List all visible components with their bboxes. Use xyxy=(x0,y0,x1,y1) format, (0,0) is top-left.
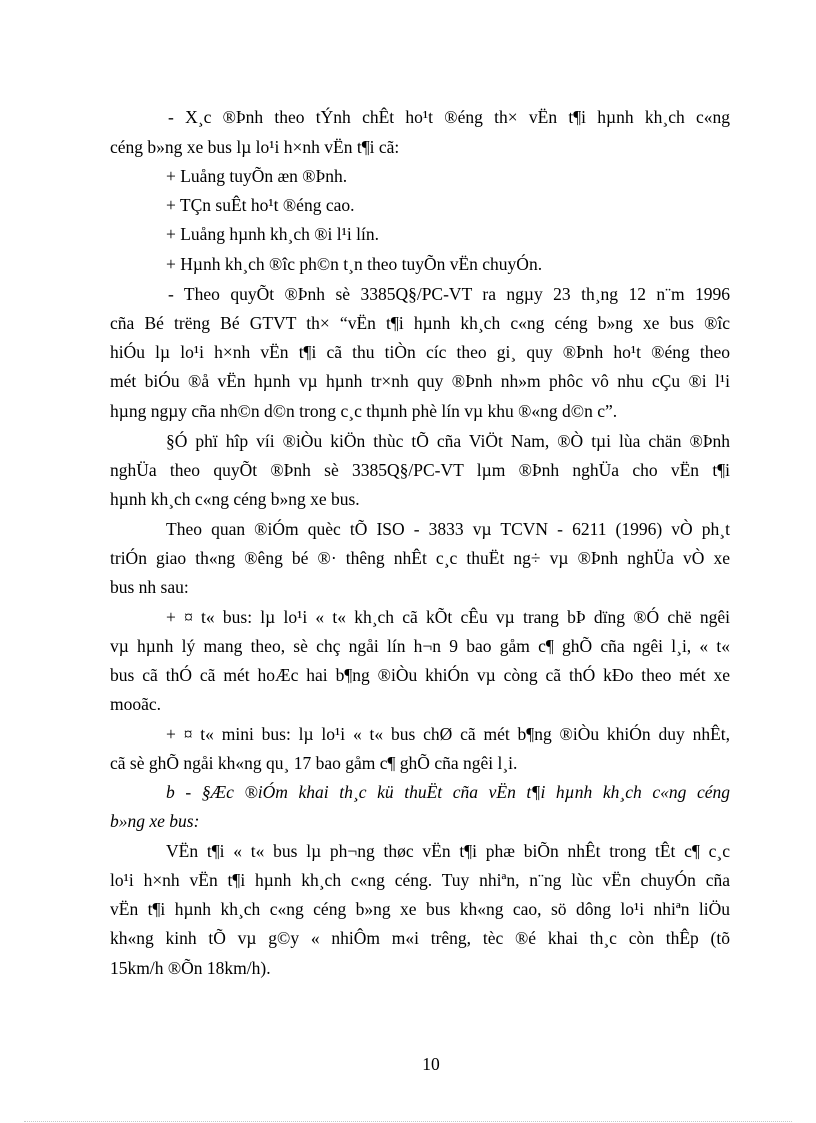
text-line: VËn t¶i « t« bus lµ ph¬ng thøc vËn t¶i phæ biÕn nhÊt trong tÊt c¶ c¸c xyxy=(166,841,730,861)
text-line: cña Bé trëng Bé GTVT th× “vËn t¶i hµnh kh¸ch c«ng céng b»ng xe bus ®îc xyxy=(110,313,730,333)
text-line: - Theo quyÕt ®Þnh sè 3385Q§/PC-VT ra ngµy 23 th¸ng 12 n¨m 1996 xyxy=(168,284,730,304)
section-heading: b»ng xe bus: xyxy=(110,811,200,831)
text-line: vµ hµnh lý mang theo, sè chç ngåi lín h¬n 9 bao gåm c¶ ghÕ cña ngêi l¸i, « t« xyxy=(110,636,730,656)
text-line: triÓn giao th«ng ®êng bé ®· thêng nhÊt c¸c thuËt ng÷ vµ ®Þnh nghÜa vÒ xe xyxy=(110,548,730,568)
text-line: kh«ng kinh tÕ vµ g©y « nhiÔm m«i trêng, tèc ®é khai th¸c còn thÊp (tõ xyxy=(110,928,730,948)
text-line: hiÓu lµ lo¹i h×nh vËn t¶i cã thu tiÒn cíc theo gi¸ quy ®Þnh ho¹t ®éng theo xyxy=(110,342,730,362)
text-line: hµnh kh¸ch c«ng céng b»ng xe bus. xyxy=(110,489,360,509)
footer-divider xyxy=(24,1121,792,1122)
text-line: Theo quan ®iÓm quèc tÕ ISO - 3833 vµ TCVN - 6211 (1996) vÒ ph¸t xyxy=(166,519,730,539)
text-line: + ¤ t« mini bus: lµ lo¹i « t« bus chØ cã mét b¶ng ®iÒu khiÓn duy nhÊt, xyxy=(166,724,730,744)
text-line: bus cã thÓ cã mét hoÆc hai b¶ng ®iÒu khiÓn vµ còng cã thÓ kÐo theo mét xe xyxy=(110,665,730,685)
text-line: cã sè ghÕ ngåi kh«ng qu¸ 17 bao gåm c¶ ghÕ cña ngêi l¸i. xyxy=(110,753,518,773)
section-heading: b - §Æc ®iÓm khai th¸c kü thuËt cña vËn t¶i hµnh kh¸ch c«ng céng xyxy=(166,782,730,802)
text-line: + ¤ t« bus: lµ lo¹i « t« kh¸ch cã kÕt cÊu vµ trang bÞ dïng ®Ó chë ngêi xyxy=(166,607,730,627)
text-line: + Luång hµnh kh¸ch ®i l¹i lín. xyxy=(166,224,379,244)
text-line: §Ó phï hîp víi ®iÒu kiÖn thùc tÕ cña ViÖt Nam, ®Ò tµi lùa chän ®Þnh xyxy=(166,431,730,451)
text-line: 15km/h ®Õn 18km/h). xyxy=(110,958,271,978)
text-line: céng b»ng xe bus lµ lo¹i h×nh vËn t¶i cã: xyxy=(110,137,400,157)
text-line: + Hµnh kh¸ch ®îc ph©n t¸n theo tuyÕn vËn chuyÓn. xyxy=(166,254,543,274)
text-line: mét biÓu ®å vËn hµnh vµ hµnh tr×nh quy ®Þnh nh»m phôc vô nhu cÇu ®i l¹i xyxy=(110,371,730,391)
text-line: mooãc. xyxy=(110,694,162,714)
text-line: nghÜa theo quyÕt ®Þnh sè 3385Q§/PC-VT lµm ®Þnh nghÜa cho vËn t¶i xyxy=(110,460,730,480)
text-line: hµng ngµy cña nh©n d©n trong c¸c thµnh phè lín vµ khu ®«ng d©n c”. xyxy=(110,401,618,421)
page-number: 10 xyxy=(422,1054,440,1074)
text-line: bus nh sau: xyxy=(110,577,189,597)
text-line: - X¸c ®Þnh theo tÝnh chÊt ho¹t ®éng th× vËn t¶i hµnh kh¸ch c«ng xyxy=(168,107,730,127)
text-line: vËn t¶i hµnh kh¸ch c«ng céng b»ng xe bus kh«ng cao, sö dông lo¹i nhiªn liÖu xyxy=(110,899,730,919)
text-line: + TÇn suÊt ho¹t ®éng cao. xyxy=(166,195,355,215)
text-line: + Luång tuyÕn æn ®Þnh. xyxy=(166,166,348,186)
text-line: lo¹i h×nh vËn t¶i hµnh kh¸ch c«ng céng. Tuy nhiªn, n¨ng lùc vËn chuyÓn cña xyxy=(110,870,730,890)
